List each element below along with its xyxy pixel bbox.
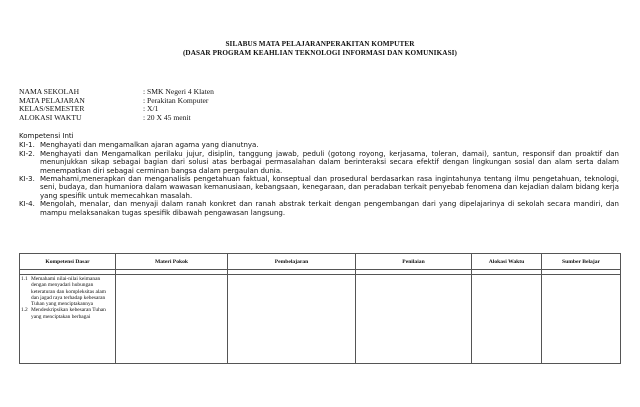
ki-text: Mengolah, menalar, dan menyaji dalam ranah konkret dan ranah abstrak terkait dengan pengembangan dari yang dipelajarinya di sekolah secara mandiri, dan mampu melaksanakan tugas spesifik dibawah pengawasan langsung. — [40, 200, 619, 217]
kd-number: 1.2 — [21, 307, 28, 314]
header-alokasi-waktu: Alokasi Waktu — [472, 254, 542, 270]
kompetensi-inti — [19, 132, 619, 217]
ki-item-2 — [19, 150, 619, 175]
kd-text: Memahami nilai-nilai keimanan dengan menyadari hubungan keteraturan dan kompleksitas alam dan jagad raya terhadap kebesaran Tuhan yang menciptakannya — [31, 276, 106, 308]
ki-text: Memahami,menerapkan dan menganalisis pengetahuan faktual, konseptual dan prosedural berdasarkan rasa ingintahunya tentang ilmu pengetahuan, teknologi, seni, budaya, dan humaniora dalam wawasan kemanusiaan, kebangsaan, kenegaraan, dan peradaban terkait penyebab fenomena dan kejadian dalam bidang kerja yang spesifik untuk memecahkan masalah. — [40, 175, 619, 200]
header-kompetensi-dasar: Kompetensi Dasar — [20, 254, 116, 270]
kd-item-1-1 — [21, 276, 114, 307]
info-value: : SMK Negeri 4 Klaten — [143, 87, 214, 96]
ki-item-3 — [19, 175, 619, 200]
document-title: SILABUS MATA PELAJARANPERAKITAN KOMPUTER — [225, 40, 415, 48]
kd-list — [20, 275, 115, 320]
ki-code: KI-2. — [19, 149, 35, 158]
document-subtitle: (DASAR PROGRAM KEAHLIAN TEKNOLOGI INFORMASI DAN KOMUNIKASI) — [182, 49, 458, 57]
alokasi-waktu-cell — [472, 275, 542, 364]
ki-text: Menghayati dan Mengamalkan perilaku jujur, disiplin, tanggung jawab, peduli (gotong royong, kerjasama, toleran, damai), santun, responsif dan proaktif dan menunjukkan sikap sebagai bagian dari solusi atas berbagai permasalahan dalam berinteraksi secara efektif dengan lingkungan sosial dan alam serta dalam menempatkan diri sebagai cerminan bangsa dalam pergaulan dunia. — [40, 149, 619, 175]
silabus-table — [19, 253, 621, 364]
ki-item-4 — [19, 200, 619, 217]
ki-text: Menghayati dan mengamalkan ajaran agama yang dianutnya. — [40, 141, 259, 150]
kd-item-1-2 — [21, 307, 114, 320]
materi-pokok-cell — [116, 275, 228, 364]
header-materi-pokok: Materi Pokok — [116, 254, 228, 270]
header-sumber-belajar: Sumber Belajar — [542, 254, 621, 270]
table-row — [20, 275, 621, 364]
ki-code: KI-1. — [19, 141, 35, 150]
info-value: : X/1 — [143, 104, 159, 114]
header-penilaian: Penilaian — [356, 254, 472, 270]
ki-item-1 — [19, 141, 619, 149]
header-pembelajaran: Pembelajaran — [228, 254, 356, 270]
info-value: : 20 X 45 menit — [143, 112, 191, 122]
info-label: KELAS/SEMESTER — [19, 104, 85, 114]
kd-text: Mendeskripsikan kebesaran Tuhan yang menciptakan berbagai — [31, 307, 106, 320]
kd-number: 1.1 — [21, 276, 28, 282]
ki-heading: Kompetensi Inti — [19, 132, 74, 140]
info-value: : Perakitan Komputer — [143, 95, 209, 105]
info-label: ALOKASI WAKTU — [19, 112, 82, 122]
pembelajaran-cell — [228, 275, 356, 364]
school-info — [19, 88, 214, 122]
ki-code: KI-4. — [19, 200, 35, 209]
info-label: NAMA SEKOLAH — [19, 87, 80, 96]
kd-cell — [20, 275, 116, 364]
penilaian-cell — [356, 275, 472, 364]
ki-code: KI-3. — [19, 175, 35, 184]
sumber-belajar-cell — [542, 275, 621, 364]
info-row-time — [19, 114, 214, 123]
info-label: MATA PELAJARAN — [19, 95, 85, 105]
table-header-row — [20, 254, 621, 270]
